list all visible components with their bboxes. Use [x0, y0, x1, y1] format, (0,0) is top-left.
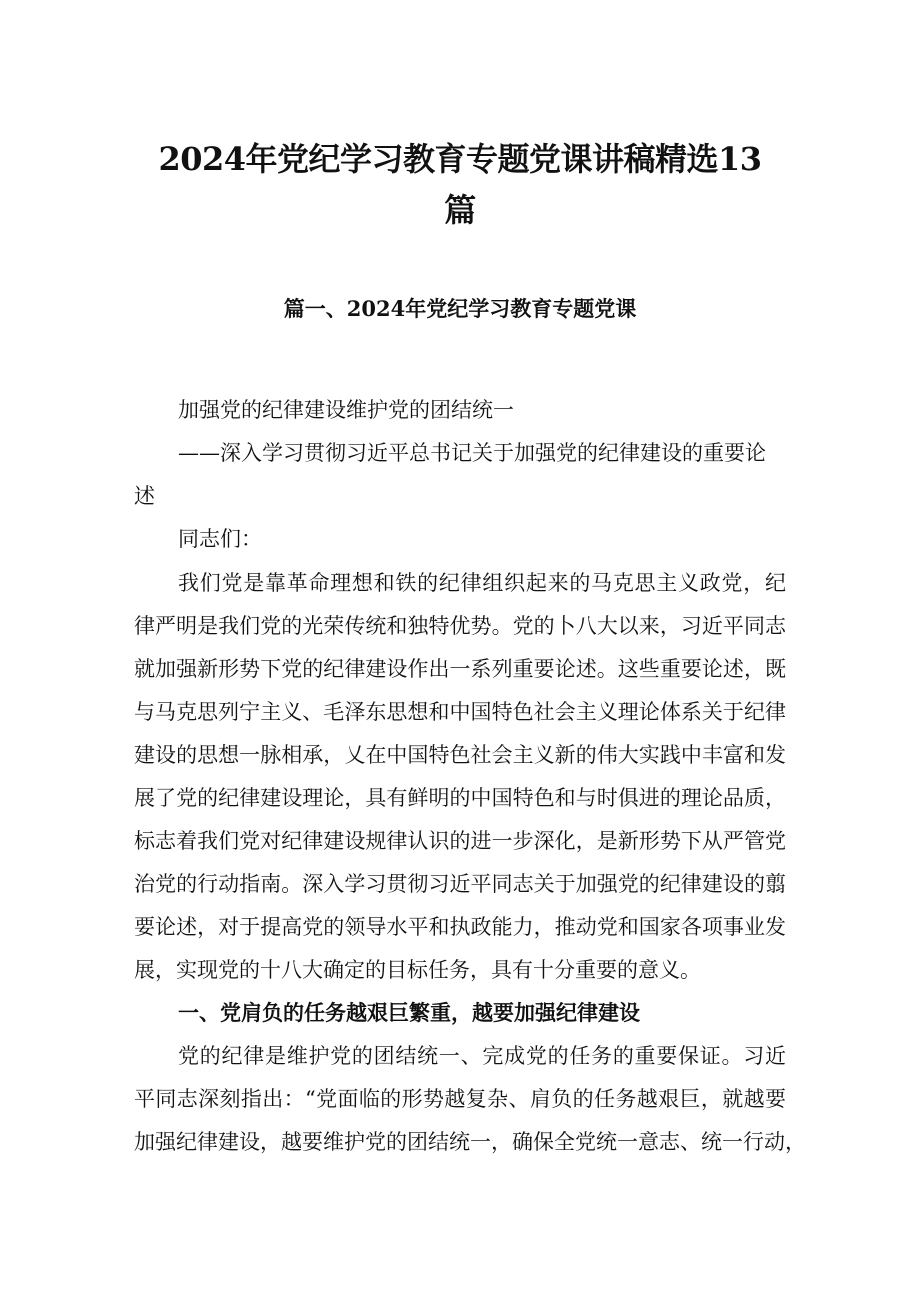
paragraph-line: 展了党的纪律建设理论，具有鲜明的中国特色和与时俱进的理论品质， [134, 786, 786, 810]
paragraph-line: 展，实现党的十八大确定的目标任务，具有十分重要的意义。 [134, 958, 701, 982]
salutation: 同志们： [178, 527, 262, 551]
paragraph-line: 就加强新形势下党的纪律建设作出一系列重要论述。这些重要论述，既 [134, 657, 786, 681]
section-heading: 一、党肩负的任务越艰巨繁重，越要加强纪律建设 [178, 1000, 640, 1025]
document-title-line-2: 篇 [444, 191, 476, 229]
paragraph-line: 标志着我们党对纪律建设规律认识的进一步深化，是新形势下从严管党 [134, 829, 786, 853]
document-title-line-1: 2024年党纪学习教育专题党课讲稿精选13 [158, 140, 762, 178]
paragraph-line: 平同志深刻指出：“党面临的形势越复杂、肩负的任务越艰巨，就越要 [134, 1087, 786, 1111]
paragraph-line: 治党的行动指南。深入学习贯彻习近平同志关于加强党的纪律建设的翦 [134, 872, 786, 896]
speech-title: 加强党的纪律建设维护党的团结统一 [178, 398, 514, 422]
paragraph-line: 要论述，对于提高党的领导水平和执政能力，推动党和国家各项事业发 [134, 915, 786, 939]
section-title: 篇一、2024年党纪学习教育专题党课 [283, 296, 637, 321]
speech-subtitle-continued: 述 [134, 484, 155, 508]
paragraph-line: 与马克思列宁主义、毛泽东思想和中国特色社会主义理论体系关于纪律 [134, 700, 786, 724]
paragraph-line: 建设的思想一脉相承，乂在中国特色社会主义新的伟大实践中丰富和发 [134, 743, 786, 767]
speech-subtitle: ——深入学习贯彻习近平总书记关于加强党的纪律建设的重要论 [178, 441, 766, 465]
paragraph-line: 党的纪律是维护党的团结统一、完成党的任务的重要保证。习近 [178, 1044, 786, 1068]
paragraph-line: 加强纪律建设，越要维护党的团结统一，确保全党统一意志、统一行动， [134, 1130, 806, 1154]
paragraph-line: 我们党是靠革命理想和铁的纪律组织起来的马克思主义政党，纪 [178, 571, 786, 595]
paragraph-line: 律严明是我们党的光荣传统和独特优势。党的卜八大以来，习近平同志 [134, 614, 786, 638]
